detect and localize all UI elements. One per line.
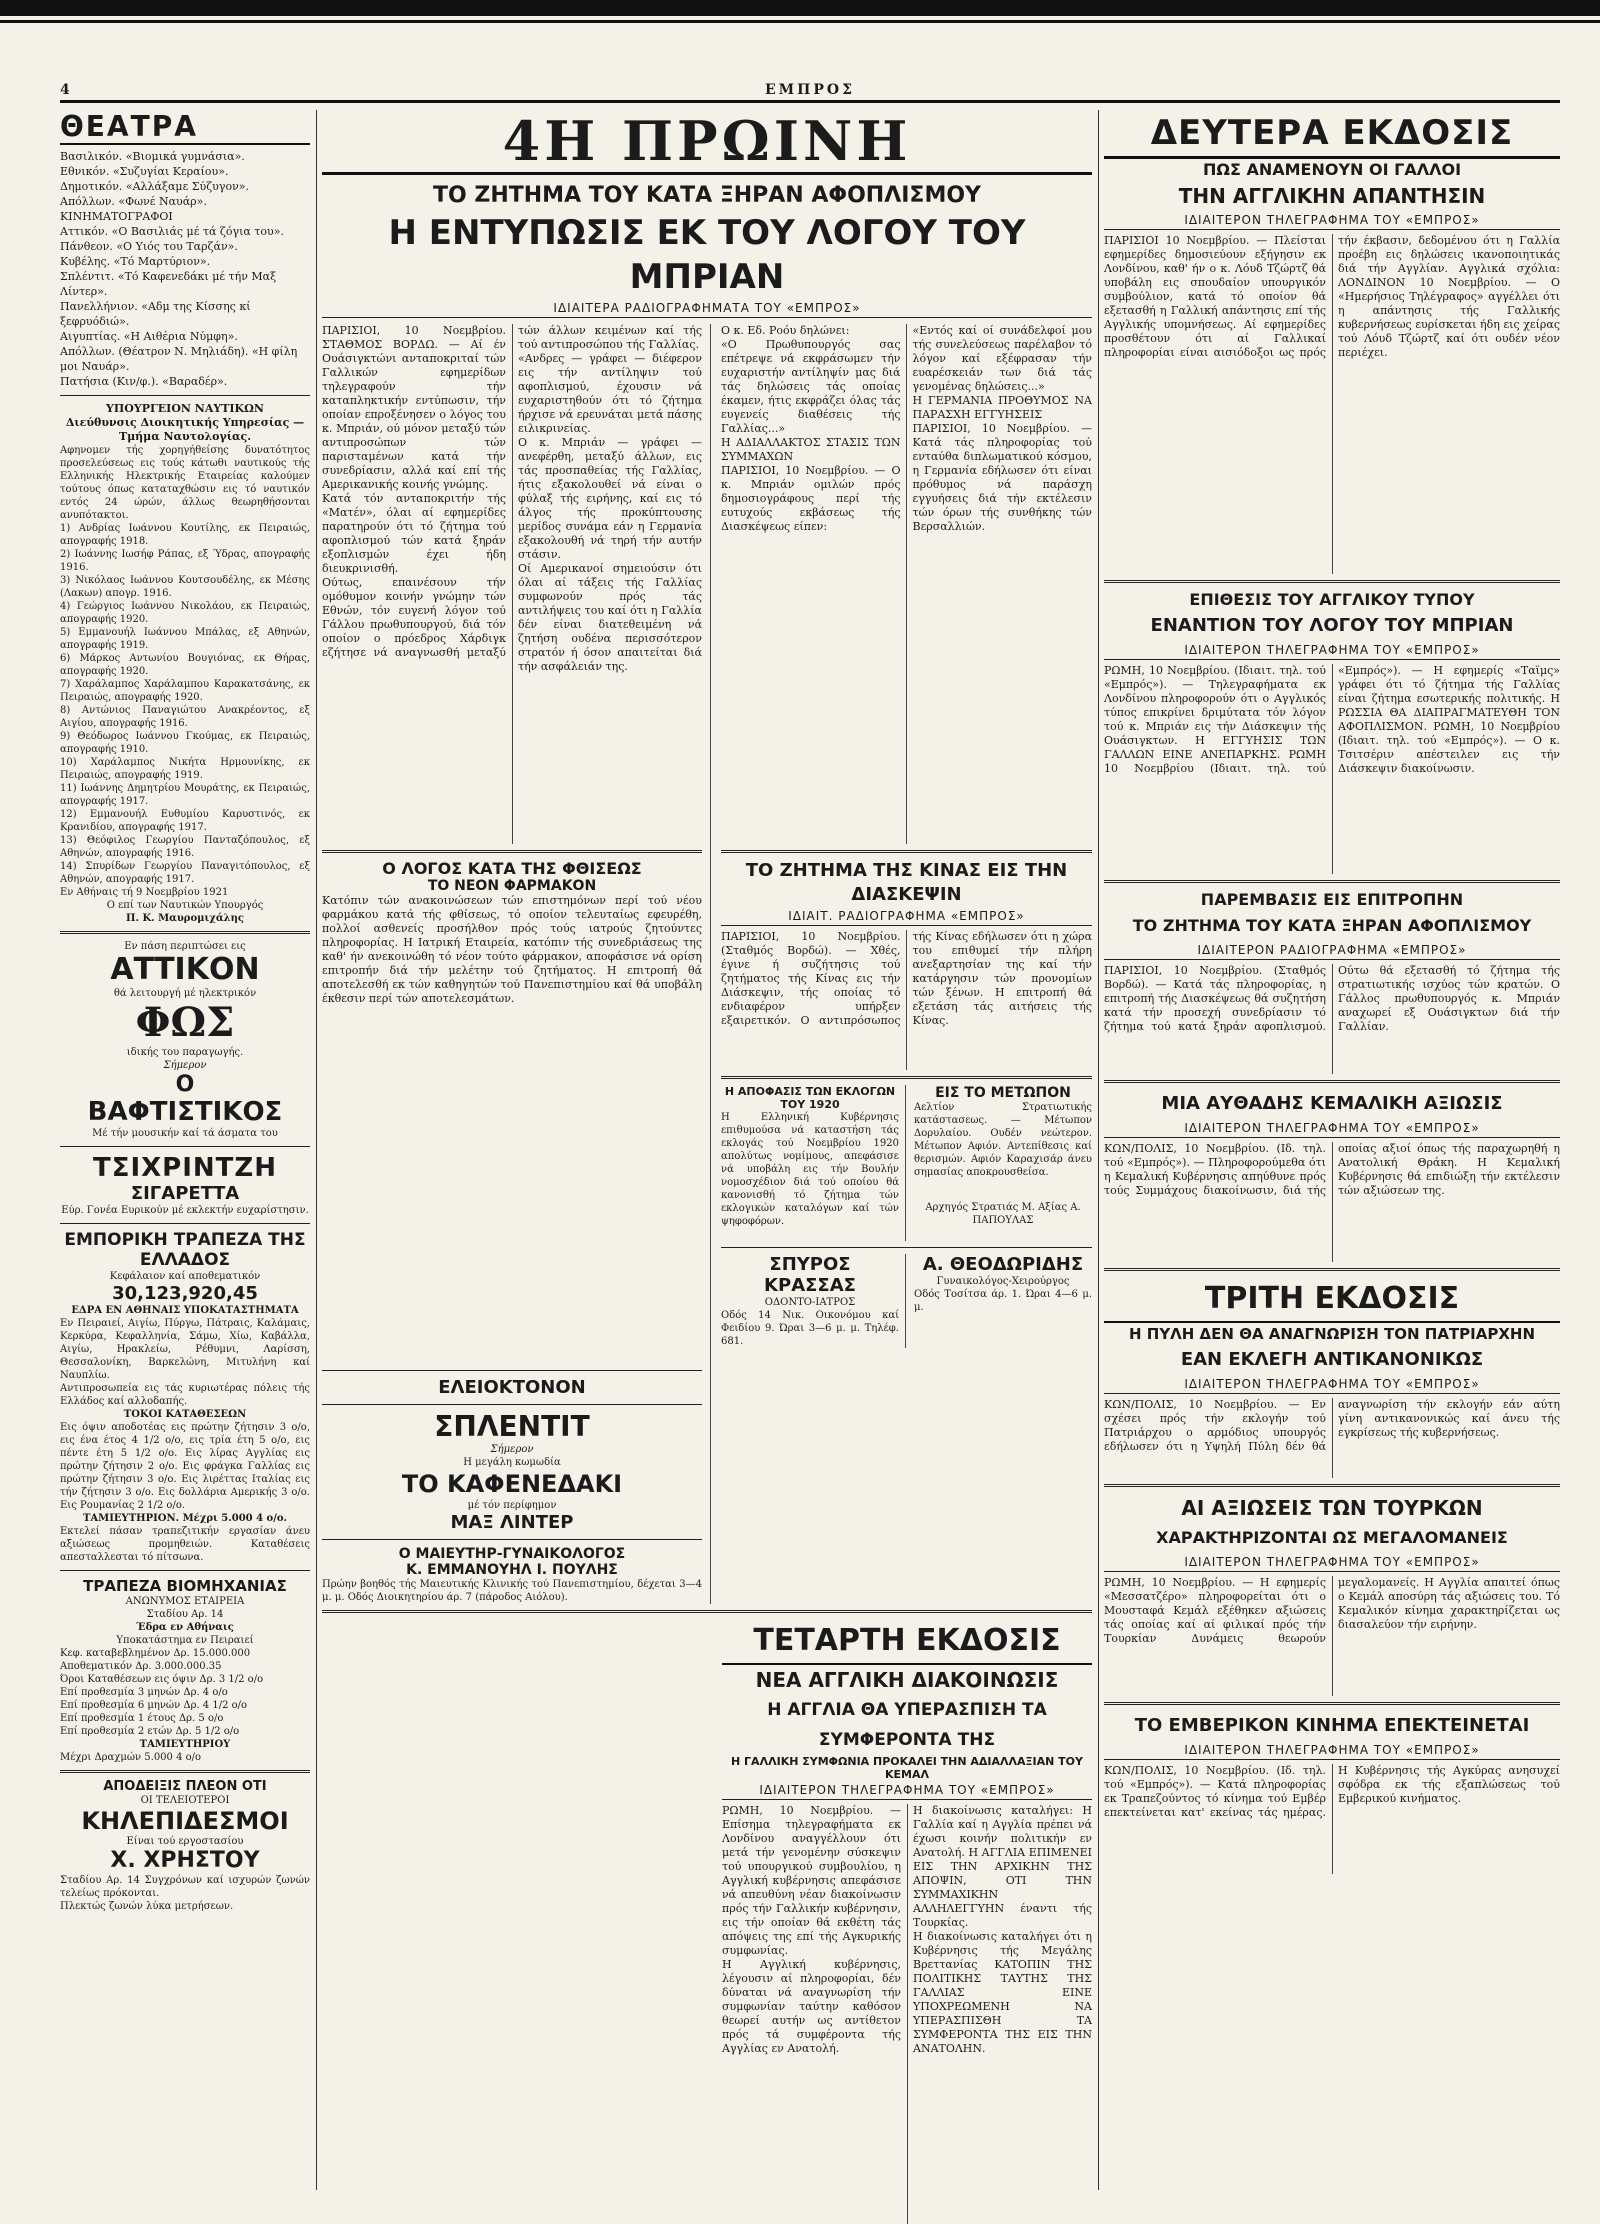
china-sub: ΙΔΙΑΙΤ. ΡΑΔΙΟΓΡΑΦΗΜΑ «ΕΜΠΡΟΣ» bbox=[721, 907, 1092, 926]
splendid-pre: Η μεγάλη κωμωδία bbox=[463, 1457, 561, 1468]
dentist-role: ΟΔΟΝΤΟ-ΙΑΤΡΟΣ bbox=[764, 1297, 856, 1308]
navy-date: Εν Αθήναις τή 9 Νοεμβρίου 1921 bbox=[60, 887, 229, 898]
navy-intro: Αφηνομεν τής χορηγήθείσης δυνατότητος προσελεύσεως εις τούς κάτωθι ναυτικούς τής Ελληνικής Ηλεκτρικής Εταιρείας καλούμεν τούτους όπως καταταχθώσιν εις τό ναυτικόν εντός 24 ώρών, άλλως θεωρηθήσονται ανυπότακτοι. bbox=[60, 445, 310, 521]
divider bbox=[721, 850, 1092, 853]
lead-right bbox=[721, 324, 1092, 1604]
doctors-row bbox=[721, 1254, 1092, 1348]
r4-sub: ΙΔΙΑΙΤΕΡΟΝ ΤΗΛΕΓΡΑΦΗΜΑ ΤΟΥ «ΕΜΠΡΟΣ» bbox=[1104, 1119, 1560, 1138]
navy-list-item: 3) Νικόλαος Ιωάννου Κουτσουδέλης, εκ Μέσης (Λακων) απογρ. 1916. bbox=[60, 575, 310, 599]
lead-headline: Η ΕΝΤΥΠΩΣΙΣ ΕΚ ΤΟΥ ΛΟΓΟΥ ΤΟΥ ΜΠΡΙΑΝ bbox=[388, 213, 1026, 297]
midwife-title: Ο ΜΑΙΕΥΤΗΡ-ΓΥΝΑΙΚΟΛΟΓΟΣ bbox=[398, 1546, 626, 1562]
election-box bbox=[721, 1085, 906, 1241]
bank-capital: 30,123,920,45 bbox=[112, 1283, 258, 1304]
vaftistikos-title: ΒΑΦΤΙΣΤΙΚΟΣ bbox=[87, 1097, 283, 1127]
r6-headline: ΤΟ ΕΜΒΕΡΙΚΟΝ ΚΙΝΗΜΑ ΕΠΕΚΤΕΙΝΕΤΑΙ bbox=[1134, 1715, 1530, 1736]
sec3-paragraph: «Εντός καί οί συνάδελφοί μου τής συνελεύσεως παρέλαβον τό λόγον καί εξέφρασαν τήν ευαρέσκειάν των διά τάς γενομένας δηλώσεις...» bbox=[912, 324, 1092, 393]
election-title: Η ΑΠΟΦΑΣΙΣ ΤΩΝ ΕΚΛΟΓΩΝ ΤΟΥ 1920 bbox=[724, 1085, 896, 1111]
navy-title: ΥΠΟΥΡΓΕΙΟΝ ΝΑΥΤΙΚΩΝ bbox=[106, 402, 264, 415]
divider bbox=[322, 1370, 702, 1371]
r5-headline: ΧΑΡΑΚΤΗΡΙΖΟΝΤΑΙ ΩΣ ΜΕΓΑΛΟΜΑΝΕΙΣ bbox=[1156, 1528, 1508, 1547]
fe-kicker: ΝΕΑ ΑΓΓΛΙΚΗ ΔΙΑΚΟΙΝΩΣΙΣ bbox=[755, 1668, 1059, 1692]
splendid-mid: μέ τόν περίφημον bbox=[467, 1500, 557, 1511]
industrial-savings: ΤΑΜΙΕΥΤΗΡΙΟΥ bbox=[139, 1739, 231, 1750]
navy-list-item: 4) Γεώργιος Ιωάννου Νικολάου, εκ Πειραιώς, απογραφής 1920. bbox=[60, 601, 310, 625]
vaftistikos-post: Μέ τήν μουσικήν καί τά άσματα του bbox=[92, 1128, 278, 1139]
divider bbox=[1104, 880, 1560, 883]
cigarette-title: ΣΙΓΑΡΕΤΤΑ bbox=[130, 1183, 240, 1204]
divider bbox=[1104, 1702, 1560, 1705]
theatre-listing: Πάνθεον. «Ο Υιός του Ταρζάν». bbox=[60, 240, 238, 253]
gyn-role: Γυναικολόγος-Χειρούργος bbox=[936, 1276, 1070, 1287]
navy-list-item: 9) Θεόδωρος Ιωάννου Γκούμας, εκ Πειραιώς, απογραφής 1910. bbox=[60, 731, 310, 755]
fe-sub: Η ΓΑΛΛΙΚΗ ΣΥΜΦΩΝΙΑ ΠΡΟΚΑΛΕΙ ΤΗΝ ΑΔΙΑΛΛΑΞΙΑΝ ΤΟΥ ΚΕΜΑΛ bbox=[731, 1755, 1083, 1781]
divider bbox=[721, 1076, 1092, 1079]
r2-body: ΡΩΜΗ, 10 Νοεμβρίου. (Ιδιαιτ. τηλ. τού «Εμπρός»). — Τηλεγραφήματα εκ Λονδίνου πληροφορούν ότι ο Αγγλικός τύπος επικρίνει δριμύτατα τόν λόγον τού κ. Μπριάν εις τήν Διάσκεψιν τής Ουάσιγκτων. Η ΕΓΓΥΗΣΙΣ ΤΩΝ ΓΑΛΛΩΝ ΕΙΝΕ ΑΝΕΠΑΡΚΗΣ. ΡΩΜΗ 10 Νοεμβρίου (Ιδιαιτ. τηλ. τού «Εμπρός»). — Η εφημερίς «Ταϊμς» γράφει ότι τό ζήτημα τής Γαλλίας είναι ζήτημα εσωτερικής πολιτικής. Η ΡΩΣΣΙΑ ΘΑ ΔΙΑΠΡΑΓΜΑΤΕΥΘΗ ΤΟΝ ΑΦΟΠΛΙΣΜΟΝ. ΡΩΜΗ, 10 Νοεμβρίου (Ιδιαιτ. τηλ. τού «Εμπρός»). — Ο κ. Τσιτσέριν απέστειλεν εις τήν Διάσκεψιν διακοίνωσιν. bbox=[1104, 664, 1560, 775]
savings-note: Εκτελεί πάσαν τραπεζιτικήν εργασίαν άνευ αξιώσεως προμηθειών. Καταθέσεις απεσταλλεσται τό πίτσωνα. bbox=[60, 1526, 310, 1563]
sec3-paragraph: Η ΓΕΡΜΑΝΙΑ ΠΡΟΘΥΜΟΣ ΝΑ ΠΑΡΑΣΧΗ ΕΓΓΥΗΣΕΙΣ bbox=[912, 394, 1092, 421]
r1-kicker: ΠΩΣ ΑΝΑΜΕΝΟΥΝ ΟΙ ΓΑΛΛΟΙ bbox=[1202, 160, 1462, 179]
fe-sub2: ΙΔΙΑΙΤΕΡΟΝ ΤΗΛΕΓΡΑΦΗΜΑ ΤΟΥ «ΕΜΠΡΟΣ» bbox=[722, 1781, 1092, 1800]
savings-title: ΤΑΜΙΕΥΤΗΡΙΟΝ. Μέχρι 5.000 4 ο/ο. bbox=[82, 1513, 287, 1524]
second-edition-banner: ΔΕΥΤΕΡΑ ΕΚΔΟΣΙΣ bbox=[1104, 110, 1560, 159]
fe-paragraph: ΡΩΜΗ, 10 Νοεμβρίου. — Επίσημα τηλεγραφήματα εκ Λονδίνου αναγγέλλουν ότι μετά τήν γενομένην σύσκεψιν τού υπουργικού συμβουλίου, η Αγγλική κυβέρνησις απεφάσισε νά απευθύνη νέαν διακοίνωσιν πρός τήν Γαλλικήν κυβέρνησιν, εις τήν οποίαν θά εκθέτη τάς απόψεις της επί τής Αγκυρικής συμφωνίας. bbox=[722, 1804, 901, 1957]
attikon-title: ΑΤΤΙΚΟΝ bbox=[110, 952, 260, 987]
r1-sub: ΙΔΙΑΙΤΕΡΟΝ ΤΗΛΕΓΡΑΦΗΜΑ ΤΟΥ «ΕΜΠΡΟΣ» bbox=[1104, 211, 1560, 230]
bank-branches-title: ΕΔΡΑ ΕΝ ΑΘΗΝΑΙΣ ΥΠΟΚΑΤΑΣΤΗΜΑΤΑ bbox=[71, 1305, 299, 1316]
fos-post: ιδικής του παραγωγής. bbox=[126, 1047, 244, 1058]
china-title: ΤΟ ΖΗΤΗΜΑ ΤΗΣ ΚΙΝΑΣ ΕΙΣ ΤΗΝ ΔΙΑΣΚΕΨΙΝ bbox=[745, 860, 1068, 905]
divider bbox=[721, 1247, 1092, 1248]
navy-list bbox=[60, 522, 310, 886]
sec3-body bbox=[721, 324, 1092, 844]
christou-title: Χ. ΧΡΗΣΤΟΥ bbox=[110, 1848, 260, 1873]
r2-headline: ΕΝΑΝΤΙΟΝ ΤΟΥ ΛΟΓΟΥ ΤΟΥ ΜΠΡΙΑΝ bbox=[1150, 615, 1514, 636]
navy-list-item: 5) Εμμανουήλ Ιωάννου Μπάλας, εξ Αθηνών, απογραφής 1919. bbox=[60, 627, 310, 651]
column-rule bbox=[1098, 110, 1099, 2190]
third-edition-banner: ΤΡΙΤΗ ΕΚΔΟΣΙΣ bbox=[1104, 1277, 1560, 1323]
divider bbox=[322, 1404, 702, 1405]
metro-body: Αελτίον Στρατιωτικής κατάστασεως. — Μέτωπον Δορυλαίου. Ουδέν νεώτερον. Μέτωπον Αφιόν. Αντεπίθεσις καί θερισμών. Αφιόν Καραχισάρ άνευ σημασίας αποκρουσθείσα. bbox=[914, 1102, 1092, 1178]
bank-capital-label: Κεφάλαιον καί αποθεματικόν bbox=[109, 1271, 261, 1282]
page-number: 4 bbox=[60, 82, 73, 98]
phthisis-column bbox=[322, 859, 702, 1604]
deposits-title: ΤΟΚΟΙ ΚΑΤΑΘΕΣΕΩΝ bbox=[123, 1409, 247, 1420]
navy-signer-role: Ο επί των Ναυτικών Υπουργός bbox=[106, 900, 264, 911]
theatre-listing: Απόλλων. (Θέατρον Ν. Μηλιάδη). «Η φίλη μοι Ναυάρ». bbox=[60, 345, 298, 373]
sec3-paragraph: ΠΑΡΙΣΙΟΙ, 10 Νοεμβρίου. — Ο κ. Μπριάν ομιλών πρός δημοσιογράφους περί τής ευτυχούς εκβάσεως τής Διασκέψεως είπεν: bbox=[721, 464, 901, 533]
center-column bbox=[322, 110, 1092, 2190]
paper-name: ΕΜΠΡΟΣ bbox=[764, 82, 855, 98]
gyn-ad bbox=[914, 1254, 1092, 1348]
industrial-title: ΤΡΑΠΕΖΑ ΒΙΟΜΗΧΑΝΙΑΣ bbox=[83, 1577, 287, 1595]
r2-kicker: ΕΠΙΘΕΣΙΣ ΤΟΥ ΑΓΓΛΙΚΟΥ ΤΥΠΟΥ bbox=[1189, 590, 1475, 609]
theatre-listing: Σπλέντιτ. «Τό Καφενεδάκι μέ τήν Μαξ Λίντερ». bbox=[60, 270, 277, 298]
theatre-heading: ΘΕΑΤΡΑ bbox=[60, 110, 310, 145]
attikon-post: θά λειτουργή μέ ηλεκτρικόν bbox=[113, 988, 257, 999]
lead-paragraph: Οί Αμερικανοί σημειούσιν ότι όλαι αί τάξεις τής Γαλλίας συμφωνούν πρός τάς αντιλήψεις του καί ότι η Γαλλία δέν είναι διατεθειμένη νά ζητήση ουδένα περισσότερον στρατόν ή όσον απαιτείται διά τήν ασφάλειάν της. bbox=[518, 562, 702, 673]
lead-body bbox=[322, 324, 702, 844]
r1-headline: ΤΗΝ ΑΓΓΛΙΚΗΝ ΑΠΑΝΤΗΣΙΝ bbox=[1178, 184, 1486, 208]
christou-note: Πλεκτώς ζωνών λύκα μετρήσεων. bbox=[60, 1901, 234, 1912]
tsichrintzi-title: ΤΣΙΧΡΙΝΤΖΗ bbox=[92, 1153, 278, 1183]
r3-sub: ΙΔΙΑΙΤΕΡΟΝ ΡΑΔΙΟΓΡΑΦΗΜΑ «ΕΜΠΡΟΣ» bbox=[1104, 941, 1560, 960]
fe-paragraph: Η διακοίνωσις καταλήγει ότι η Κυβέρνησις τής Μεγάλης Βρεττανίας ΚΑΤΟΠΙΝ ΤΗΣ ΠΟΛΙΤΙΚΗΣ ΤΑΥΤΗΣ ΤΗΣ ΓΑΛΛΙΑΣ ΕΙΝΕ ΥΠΟΧΡΕΩΜΕΝΗ ΝΑ ΥΠΕΡΑΣΠΙΣΘΗ ΤΑ ΣΥΜΦΕΡΟΝΤΑ ΤΗΣ ΕΙΣ ΤΗΝ ΑΝΑΤΟΛΗΝ. bbox=[913, 1930, 1092, 2055]
cigarette-post: Εύρ. Γονέα Ευρικούν μέ εκλεκτήν ευχαρίστησιν. bbox=[61, 1205, 309, 1216]
divider bbox=[1104, 1080, 1560, 1083]
bank-title: ΕΜΠΟΡΙΚΗ ΤΡΑΠΕΖΑ ΤΗΣ ΕΛΛΑΔΟΣ bbox=[64, 1230, 306, 1270]
sec3-paragraph: «Ο Πρωθυπουργός σας επέτρεψε νά εκφράσωμεν τήν ευχαριστήν αντίληψίν μας διά τάς δηλώσεις τάς οποίας έκαμεν, ήτις εκφράζει όλας τάς ευγενείς διαθέσεις τής Γαλλίας...» bbox=[721, 338, 901, 435]
sec3-paragraph: ΠΑΡΙΣΙΟΙ, 10 Νοεμβρίου. — Κατά τάς πληροφορίας τού ενταύθα διπλωματικού κόσμου, η Γερμανία εδήλωσεν ότι είναι πρόθυμος νά παράσχη εγγυήσεις διά τήν εκτέλεσιν τών όρων τής συνθήκης τών Βερσαλλιών. bbox=[912, 422, 1092, 533]
fe-body bbox=[722, 1804, 1092, 2224]
navy-list-item: 13) Θεόφιλος Γεωργίου Πανταζόπουλος, εξ Αθηνών, απογραφής 1916. bbox=[60, 835, 310, 859]
klepsidesmoi-title: ΚΗΛΕΠΙΔΕΣΜΟΙ bbox=[81, 1807, 289, 1835]
eleioktonon: ΕΛΕΙΟΚΤΟΝΟΝ bbox=[438, 1377, 586, 1398]
gyn-name: Α. ΘΕΟΔΩΡΙΔΗΣ bbox=[922, 1254, 1084, 1275]
navy-list-item: 8) Αντώνιος Παναγιώτου Ανακρέοντος, εξ Αιγίου, απογραφής 1916. bbox=[60, 705, 310, 729]
sec3-paragraph: Η ΑΔΙΑΛΛΑΚΤΟΣ ΣΤΑΣΙΣ ΤΩΝ ΣΥΜΜΑΧΩΝ bbox=[721, 436, 901, 463]
te-body: ΚΩΝ/ΠΟΛΙΣ, 10 Νοεμβρίου. — Εν σχέσει πρός τήν εκλογήν τού Πατριάρχου ο αρμόδιος υπουργός εδήλωσεν ότι η Υψηλή Πύλη δέν θά αναγνωρίση τήν εκλογήν εάν αύτη γίνη αντικανονικώς καί άνευ τής εγκρίσεως τής κυβερνήσεως. bbox=[1104, 1398, 1560, 1453]
industrial-rate-row: Επί προθεσμία 1 έτους Δρ. 5 ο/ο bbox=[60, 1713, 224, 1724]
r3-kicker: ΠΑΡΕΜΒΑΣΙΣ ΕΙΣ ΕΠΙΤΡΟΠΗΝ bbox=[1200, 890, 1464, 909]
industrial-seat: Έδρα εν Αθήναις bbox=[136, 1622, 234, 1633]
industrial-addr: Σταδίου Αρ. 14 bbox=[146, 1609, 224, 1620]
navy-list-item: 14) Σπυρίδων Γεωργίου Παναγιτόπουλος, εξ Αθηνών, απογραφής 1917. bbox=[60, 861, 310, 885]
bank-note: Αντιπροσωπεία εις τάς κυριωτέρας πόλεις τής Ελλάδος καί αλλοδαπής. bbox=[60, 1383, 310, 1407]
r4-headline: ΜΙΑ ΑΥΘΑΔΗΣ ΚΕΜΑΛΙΚΗ ΑΞΙΩΣΙΣ bbox=[1161, 1093, 1503, 1114]
splendid-film: ΤΟ ΚΑΦΕΝΕΔΑΚΙ bbox=[401, 1470, 623, 1498]
theatre-listing: Απόλλων. «Φωνέ Ναυάρ». bbox=[60, 195, 207, 208]
lead-row bbox=[322, 324, 1092, 1604]
klepsidesmoi-post: Είναι τού εργοστασίου bbox=[126, 1836, 244, 1847]
dentist-name: ΣΠΥΡΟΣ ΚΡΑΣΣΑΣ bbox=[764, 1254, 856, 1296]
r5-kicker: ΑΙ ΑΞΙΩΣΕΙΣ ΤΩΝ ΤΟΥΡΚΩΝ bbox=[1181, 1496, 1483, 1520]
phthisis-sub: ΤΟ ΝΕΟΝ ΦΑΡΜΑΚΟΝ bbox=[427, 878, 597, 894]
navy-signer: Π. Κ. Μαυρομιχάλης bbox=[126, 913, 244, 924]
divider bbox=[322, 1539, 702, 1540]
industrial-rate-row: Όροι Καταθέσεων εις όψιν Δρ. 3 1/2 ο/ο bbox=[60, 1674, 264, 1685]
divider bbox=[322, 1610, 1092, 1613]
metro-box bbox=[914, 1085, 1092, 1241]
lead-paragraph: Ο κ. Μπριάν — γράφει — ανεφέρθη, μεταξύ άλλων, εις τάς προσπαθείας τής Γαλλίας, ήτις εξακολουθεί νά είναι ο φύλαξ τής ειρήνης, καί εις τό άλγος τής προκύπτουσης μερίδος συνάμα εάν η Γερμανία εξακολουθή νά τηρή τήν αυτήν στάσιν. bbox=[518, 436, 702, 561]
lead-kicker: ΤΟ ΖΗΤΗΜΑ ΤΟΥ ΚΑΤΑ ΞΗΡΑΝ ΑΦΟΠΛΙΣΜΟΥ bbox=[433, 183, 981, 208]
theatre-list bbox=[60, 149, 310, 389]
sec3-paragraph: Ο κ. Εδ. Ροόυ δηλώνει: bbox=[721, 324, 850, 337]
divider bbox=[60, 1146, 310, 1147]
metro-title: ΕΙΣ ΤΟ ΜΕΤΩΠΟΝ bbox=[935, 1085, 1071, 1101]
bank-branches: Εν Πειραιεί, Αιγίω, Πύργω, Πάτραις, Καλάμαις, Κερκύρα, Κεφαλληνία, Σάμω, Χίω, Καβάλλα, Αιγίω, Ηρακλείω, Ρέθυμνι, Λαρίσση, Θεσσαλονίκη, Βαρκελώνη, Μιτυλήνη καί Ναυπλίω. bbox=[60, 1318, 310, 1381]
divider bbox=[60, 395, 310, 396]
attikon-pre: Εν πάση περιπτώσει εις bbox=[124, 941, 246, 952]
navy-list-item: 2) Ιωάννης Ιωσήφ Ράπας, εξ Ύδρας, απογραφής 1916. bbox=[60, 549, 310, 573]
newspaper-page bbox=[60, 110, 1560, 2190]
r1-body: ΠΑΡΙΣΙΟΙ 10 Νοεμβρίου. — Πλείσται εφημερίδες δημοσιεύουν εξήγησιν εκ Λονδίνου, καθ' ήν ο κ. Λόυδ Τζώρτζ θά υποβάλη εις σπουδαίον υπουργικόν συμβούλιον, κατά τό οποίον θά εξετασθή η Γαλλική απάντησις επί τής Αγγλικής υπομνήσεως. Αί εφημερίδες προσθέτουν ότι αί Γαλλικαί πληροφορίαι είναι αισιόδοξοι ως πρός τήν έκβασιν, δεδομένου ότι η Γαλλία προέβη εις δηλώσεις ικανοποιητικάς διά τήν Αγγλίαν. Αγγλικά σχόλια: ΛΟΝΔΙΝΟΝ 10 Νοεμβρίου. — Ο «Ημερήσιος Τηλέγραφος» αγγέλλει ότι η απάντησις τής Γαλλικής κυβερνήσεως ευρίσκεται ήδη εις χείρας τού Λόυδ Τζώρτζ καί ότι ουδέν νέον περιέχει. bbox=[1104, 234, 1560, 359]
industrial-sub: ΑΝΩΝΥΜΟΣ ΕΤΑΙΡΕΙΑ bbox=[125, 1596, 245, 1607]
divider bbox=[1104, 580, 1560, 583]
industrial-rows bbox=[60, 1647, 310, 1738]
lead-paragraph: Κατά τόν ανταποκριτήν τής «Ματέν», όλαι αί εφημερίδες παρατηρούν ότι τό ζήτημα τού αφοπλισμού τών κατά ξηράν εξοπλισμών έχει ήδη διευκρινισθή. bbox=[322, 492, 506, 575]
phthisis-body: Κατόπιν τών ανακοινώσεων τών επιστημόνων περί τού νέου φαρμάκου κατά τής φθίσεως, τό οποίον τελευταίως εφευρέθη, πολλοί ασθενείς προσήλθον πρός τούς ιατρούς ζητούντες πληροφορίας. Η Ιατρική Εταιρεία, κατόπιν τής συνεδριάσεως της καθ' ήν ανεκοινώθη τό νέον τούτο φάρμακον, αποφάσισε νά ορίση επιτροπήν διά τήν μελέτην τού ζητήματος. Η επιτροπή θά αποτελεσθή εκ τών καθηγητών τού Πανεπιστημίου καί θά υποβάλη έκθεσιν περί τών αποτελεσμάτων. bbox=[322, 894, 702, 1005]
r4-body: ΚΩΝ/ΠΟΛΙΣ, 10 Νοεμβρίου. (Ιδ. τηλ. τού «Εμπρός»). — Πληροφορούμεθα ότι η Κεμαλική Κυβέρνησις απηύθυνε πρός τούς Συμμάχους διακοίνωσιν, διά τής οποίας αξιοί όπως τής παραχωρηθή η Ανατολική Θράκη. Η Κεμαλική Κυβέρνησις θά επιδιώξη τήν εκτέλεσιν τών αξιώσεων της. bbox=[1104, 1142, 1560, 1197]
today-label: Σήμερον bbox=[163, 1060, 207, 1071]
christou-addr: Σταδίου Αρ. 14 Συγχρόνων καί ισχυρών ζωνών τελείως πρόκονται. bbox=[60, 1875, 310, 1899]
navy-list-item: 6) Μάρκος Αντωνίου Βουγιόνας, εκ Θήρας, απογραφής 1920. bbox=[60, 653, 310, 677]
industrial-rate-row: Αποθεματικόν Δρ. 3.000.000.35 bbox=[60, 1661, 222, 1672]
r5-body: ΡΩΜΗ, 10 Νοεμβρίου. — Η εφημερίς «Μεσσατζέρο» πληροφορείται ότι ο Μουσταφά Κεμάλ εξέθηκεν αξιώσεις τάς οποίας καί αί φιλικαί πρός τήν Τουρκίαν Δυνάμεις θεωρούν μεγαλομανείς. Η Αγγλία απαιτεί όπως ο Κεμάλ αποσύρη τάς αξιώσεις του. Τό Κεμαλικόν κίνημα χαρακτηρίζεται ως διασαλεύον τήν ειρήνην. bbox=[1104, 1576, 1560, 1645]
fourth-edition-banner: ΤΕΤΑΡΤΗ ΕΚΔΟΣΙΣ bbox=[722, 1619, 1092, 1665]
industrial-rate-row: Επί προθεσμία 3 μηνών Δρ. 4 ο/ο bbox=[60, 1687, 228, 1698]
navy-list-item: 10) Χαράλαμπος Νικήτα Ηρμουνίκης, εκ Πειραιώς, απογραφής 1919. bbox=[60, 757, 310, 781]
r3-body: ΠΑΡΙΣΙΟΙ, 10 Νοεμβρίου. (Σταθμός Βορδώ). — Κατά τάς πληροφορίας, η επιτροπή τής Διασκέψεως θά συζητήση κατά τήν προσεχή συνεδρίασιν τό ζήτημα τού κατά ξηράν αφοπλισμού. Ούτω θά εξετασθή τό ζήτημα τής στρατιωτικής ισχύος τών κρατών. Ο Γάλλος πρωθυπουργός κ. Μπριάν αναχωρεί εξ Ουάσιγκτων διά τήν Γαλλίαν. bbox=[1104, 964, 1560, 1033]
theatre-listing: Αττικόν. «Ο Βασιλιάς μέ τά ζόγια του». bbox=[60, 225, 284, 238]
china-body: ΠΑΡΙΣΙΟΙ, 10 Νοεμβρίου. (Σταθμός Βορδώ). — Χθές, έγινε ή συζήτησις τού ζητήματος τής Κίνας εις τήν Διάσκεψιν, τής οποίας τό ενδιαφέρον υπήρξεν εξαιρετικόν. Ο αντιπρόσωπος τής Κίνας εδήλωσεν ότι η χώρα του επιθυμεί τήν πλήρη ανεξαρτησίαν της καί τήν κατάργησιν τών προνομίων τών ξένων. Η επιτροπή θά εξετάση τάς αιτήσεις τής Κίνας. bbox=[721, 930, 1092, 1027]
industrial-savings-row: Μέχρι Δραχμών 5.000 4 ο/ο bbox=[60, 1752, 202, 1763]
fos-title: ΦΩΣ bbox=[135, 999, 235, 1046]
industrial-rate-row: Επί προθεσμία 2 ετών Δρ. 5 1/2 ο/ο bbox=[60, 1726, 240, 1737]
r2-sub: ΙΔΙΑΙΤΕΡΟΝ ΤΗΛΕΓΡΑΦΗΜΑ ΤΟΥ «ΕΜΠΡΟΣ» bbox=[1104, 641, 1560, 660]
divider bbox=[1104, 1268, 1560, 1271]
apodeixis: ΑΠΟΔΕΙΞΙΣ ΠΛΕΟΝ ΟΤΙ bbox=[103, 1779, 267, 1794]
navy-list-item: 7) Χαράλαμπος Χαράλαμπου Καρακατσάνης, εκ Πειραιώς, απογραφής 1920. bbox=[60, 679, 310, 703]
midwife-name: Κ. ΕΜΜΑΝΟΥΗΛ Ι. ΠΟΥΛΗΣ bbox=[406, 1562, 618, 1578]
divider bbox=[1104, 1484, 1560, 1487]
theatre-listing: Δημοτικόν. «Αλλάξαμε Σύζυγον». bbox=[60, 180, 249, 193]
top-border-thin bbox=[0, 20, 1600, 23]
theatre-listing: Πανελλήνιον. «Αδμ της Κίσσης κί ξεφρυόδιώ». bbox=[60, 300, 251, 328]
te-headline: ΕΑΝ ΕΚΛΕΓΗ ΑΝΤΙΚΑΝΟΝΙΚΩΣ bbox=[1180, 1349, 1484, 1370]
left-column bbox=[60, 110, 310, 2190]
industrial-rate-row: Κεφ. καταβεβλημένον Δρ. 15.000.000 bbox=[60, 1648, 251, 1659]
divider bbox=[60, 1223, 310, 1224]
theatre-listing: Πατήσια (Κιν/φ.). «Βαραδέρ». bbox=[60, 375, 228, 388]
gyn-addr: Οδός Τοσίτσα άρ. 1. Ώραι 4—6 μ. μ. bbox=[914, 1289, 1092, 1313]
column-rule bbox=[316, 110, 317, 2190]
divider bbox=[60, 1570, 310, 1571]
industrial-rate-row: Επί προθεσμία 6 μηνών Δρ. 4 1/2 ο/ο bbox=[60, 1700, 248, 1711]
masthead bbox=[60, 82, 1560, 103]
election-metro-row bbox=[721, 1085, 1092, 1241]
navy-list-item: 1) Ανδρίας Ιωάννου Κουτίλης, εκ Πειραιώς, απογραφής 1918. bbox=[60, 523, 310, 547]
lead-left bbox=[322, 324, 711, 1604]
fe-headline: Η ΑΓΓΛΙΑ ΘΑ ΥΠΕΡΑΣΠΙΣΗ ΤΑ ΣΥΜΦΕΡΟΝΤΑ ΤΗΣ bbox=[767, 1700, 1047, 1750]
phthisis-title: Ο ΛΟΓΟΣ ΚΑΤΑ ΤΗΣ ΦΘΙΣΕΩΣ bbox=[382, 859, 642, 878]
metro-sign: Αρχηγός Στρατιάς Μ. Αξίας Α. ΠΑΠΟΥΛΑΣ bbox=[925, 1202, 1081, 1226]
lead-paragraph: «Ανδρες — γράφει — διέφερον εις τήν αντίληψιν τού αφοπλισμού, έχουσιν νά ευχαριστηθούν ότι τό ζήτημα ήρχισε νά ερευνάται μετά πάσης ειλικρινείας. bbox=[518, 352, 702, 435]
r3-headline: ΤΟ ΖΗΤΗΜΑ ΤΟΥ ΚΑΤΑ ΞΗΡΑΝ ΑΦΟΠΛΙΣΜΟΥ bbox=[1132, 916, 1532, 935]
right-column bbox=[1104, 110, 1560, 2190]
splendid-title: ΣΠΛΕΝΤΙΤ bbox=[434, 1410, 590, 1443]
theatre-listing: Εθνικόν. «Συζυγίαι Κεραίου». bbox=[60, 165, 229, 178]
navy-subtitle: Διεύθυνσις Διοικητικής Υπηρεσίας — Τμήμα Ναυτολογίας. bbox=[65, 416, 305, 443]
te-sub: ΙΔΙΑΙΤΕΡΟΝ ΤΗΛΕΓΡΑΦΗΜΑ ΤΟΥ «ΕΜΠΡΟΣ» bbox=[1104, 1375, 1560, 1394]
divider bbox=[322, 850, 702, 853]
lead-paragraph: ΠΑΡΙΣΙΟΙ, 10 Νοεμβρίου. ΣΤΑΘΜΟΣ ΒΟΡΔΩ. — Αί έν Ουάσιγκτώνι ανταποκριταί τών Γαλλικών εφημερίδων τηλεγραφούν τήν καταπληκτικήν εντύπωσιν, τήν οποίαν επροξένησεν ο λόγος του κ. Μπριάν, ού μόνον μεταξύ τών αντιπροσώπων τών παρισταμένων κατά τήν συνεδρίασιν, αλλά καί επί τής Αμερικανικής κοινής γνώμης. bbox=[322, 324, 506, 491]
edition-banner: 4Η ΠΡΩΙΝΗ bbox=[322, 110, 1092, 175]
o-label: Ο bbox=[175, 1072, 195, 1097]
theatre-listing: ΚΙΝΗΜΑΤΟΓΡΑΦΟΙ bbox=[60, 210, 173, 223]
fourth-edition-block bbox=[722, 1619, 1092, 2224]
splendid-star: ΜΑΞ ΛΙΝΤΕΡ bbox=[450, 1512, 574, 1533]
navy-list-item: 11) Ιωάννης Δημητρίου Μουράτης, εκ Πειραιώς, απογραφής 1917. bbox=[60, 783, 310, 807]
lead-paragraph: Ούτως, επαινέσουν τήν ομόθυμον κοινήν γνώμην τών Εθνών, τόν ευγενή λόγον τού Γάλλου πρωθυπουργού, διά τόν οποίον ο πρόεδρος Χάρδιγκ εζήτησε νά αναγνωσθή μεταξύ τών άλλων κειμένων καί τής τού αντιπροσώπου τής Γαλλίας. bbox=[322, 324, 702, 659]
apodeixis-sub: ΟΙ ΤΕΛΕΙΟΤΕΡΟΙ bbox=[140, 1795, 230, 1806]
midwife-body: Πρώην βοηθός τής Μαιευτικής Κλινικής τού Πανεπιστημίου, δέχεται 3—4 μ. μ. Οδός Διοικητηρίου άρ. 7 (πάροδος Αιόλου). bbox=[322, 1579, 702, 1603]
lead-subhead: ΙΔΙΑΙΤΕΡΑ ΡΑΔΙΟΓΡΑΦΗΜΑΤΑ ΤΟΥ «ΕΜΠΡΟΣ» bbox=[322, 299, 1092, 318]
theatre-listing: Κυβέλης. «Τό Μαρτύριον». bbox=[60, 255, 211, 268]
top-border bbox=[0, 0, 1600, 16]
r6-body: ΚΩΝ/ΠΟΛΙΣ, 10 Νοεμβρίου. (Ιδ. τηλ. τού «Εμπρός»). — Κατά πληροφορίας εκ Τραπεζούντος τό κίνημα τού Εμβέρ επεκτείνεται κατ' εκείνας τάς ημέρας. Η Κυβέρνησις τής Αγκύρας ανησυχεί σφόδρα εκ τής εξαπλώσεως τού Εμβερικού κινήματος. bbox=[1104, 1764, 1560, 1819]
election-body: Η Ελληνική Κυβέρνησις επιθυμούσα νά καταστήση τάς εκλογάς τού Νοεμβρίου 1920 απολύτως νομίμους, απεφάσισε νά υποβάλη εις τήν Βουλήν νομοσχέδιον διά τού οποίου θά κανονισθή τό ζήτημα τών εκλογικών καταλόγων καί τών ψηφοφόρων. bbox=[721, 1112, 899, 1227]
fe-paragraph: Η Αγγλική κυβέρνησις, λέγουσιν αί πληροφορίαι, δέν δύναται νά αναγνωρίση τήν συμφωνίαν ταύτην καθόσον θεωρεί αυτήν ως αντίθετον πρός τά συμφέροντα τής Αγγλίας εν Ανατολή. bbox=[722, 1958, 901, 2055]
divider bbox=[60, 1770, 310, 1773]
dentist-addr: Οδός 14 Νικ. Οικονόμου καί Φειδίου 9. Ώραι 3—6 μ. μ. Τηλέφ. 681. bbox=[721, 1310, 899, 1347]
theatre-listing: Βασιλικόν. «Βιομικά γυμνάσια». bbox=[60, 150, 245, 163]
dentist-ad bbox=[721, 1254, 906, 1348]
fe-paragraph: Η διακοίνωσις καταλήγει: Η Γαλλία καί η Αγγλία πρέπει νά έχωσι κοινήν πολιτικήν εν Ανατολή. Η ΑΓΓΛΙΑ ΕΠΙΜΕΝΕΙ ΕΙΣ ΤΗΝ ΑΡΧΙΚΗΝ ΤΗΣ ΑΠΟΨΙΝ, ΟΤΙ ΤΗΝ ΣΥΜΜΑΧΙΚΗΝ ΑΛΛΗΛΕΓΓΥΗΝ έναντι τής Τουρκίας. bbox=[913, 1804, 1092, 1929]
r6-sub: ΙΔΙΑΙΤΕΡΟΝ ΤΗΛΕΓΡΑΦΗΜΑ ΤΟΥ «ΕΜΠΡΟΣ» bbox=[1104, 1741, 1560, 1760]
r5-sub: ΙΔΙΑΙΤΕΡΟΝ ΤΗΛΕΓΡΑΦΗΜΑ ΤΟΥ «ΕΜΠΡΟΣ» bbox=[1104, 1553, 1560, 1572]
navy-list-item: 12) Εμμανουήλ Ευθυμίου Καρυστινός, εκ Κρανιδίου, απογραφής 1917. bbox=[60, 809, 310, 833]
divider bbox=[60, 931, 310, 934]
lead-lower bbox=[322, 859, 702, 1604]
te-kicker: Η ΠΥΛΗ ΔΕΝ ΘΑ ΑΝΑΓΝΩΡΙΣΗ ΤΟΝ ΠΑΤΡΙΑΡΧΗΝ bbox=[1128, 1325, 1536, 1343]
deposits-text: Εις όψιν αποδοτέας εις πρώτην ζήτησιν 3 ο/ο, εις ένα έτος 4 1/2 ο/ο, εις τρία έτη 5 ο/ο, εις πέντε έτη 5 1/2 ο/ο. Εις λίρας Αγγλίας εις πρώτην ζήτησιν 2 ο/ο. Εις φράγκα Γαλλίας εις πρώτην ζήτησιν 3 ο/ο. Εις λιρέττας Ιταλίας εις τήν ζήτησιν 3 ο/ο. Εις δολλάρια Αμερικής 3 ο/ο. Εις Ρουμανίας 2 1/2 ο/ο. bbox=[60, 1422, 310, 1511]
splendid-today: Σήμερον bbox=[490, 1444, 534, 1455]
theatre-listing: Αιγυπτίας. «Η Αιθέρια Νύμφη». bbox=[60, 330, 238, 343]
industrial-branch: Υποκατάστημα εν Πειραιεί bbox=[116, 1635, 254, 1646]
